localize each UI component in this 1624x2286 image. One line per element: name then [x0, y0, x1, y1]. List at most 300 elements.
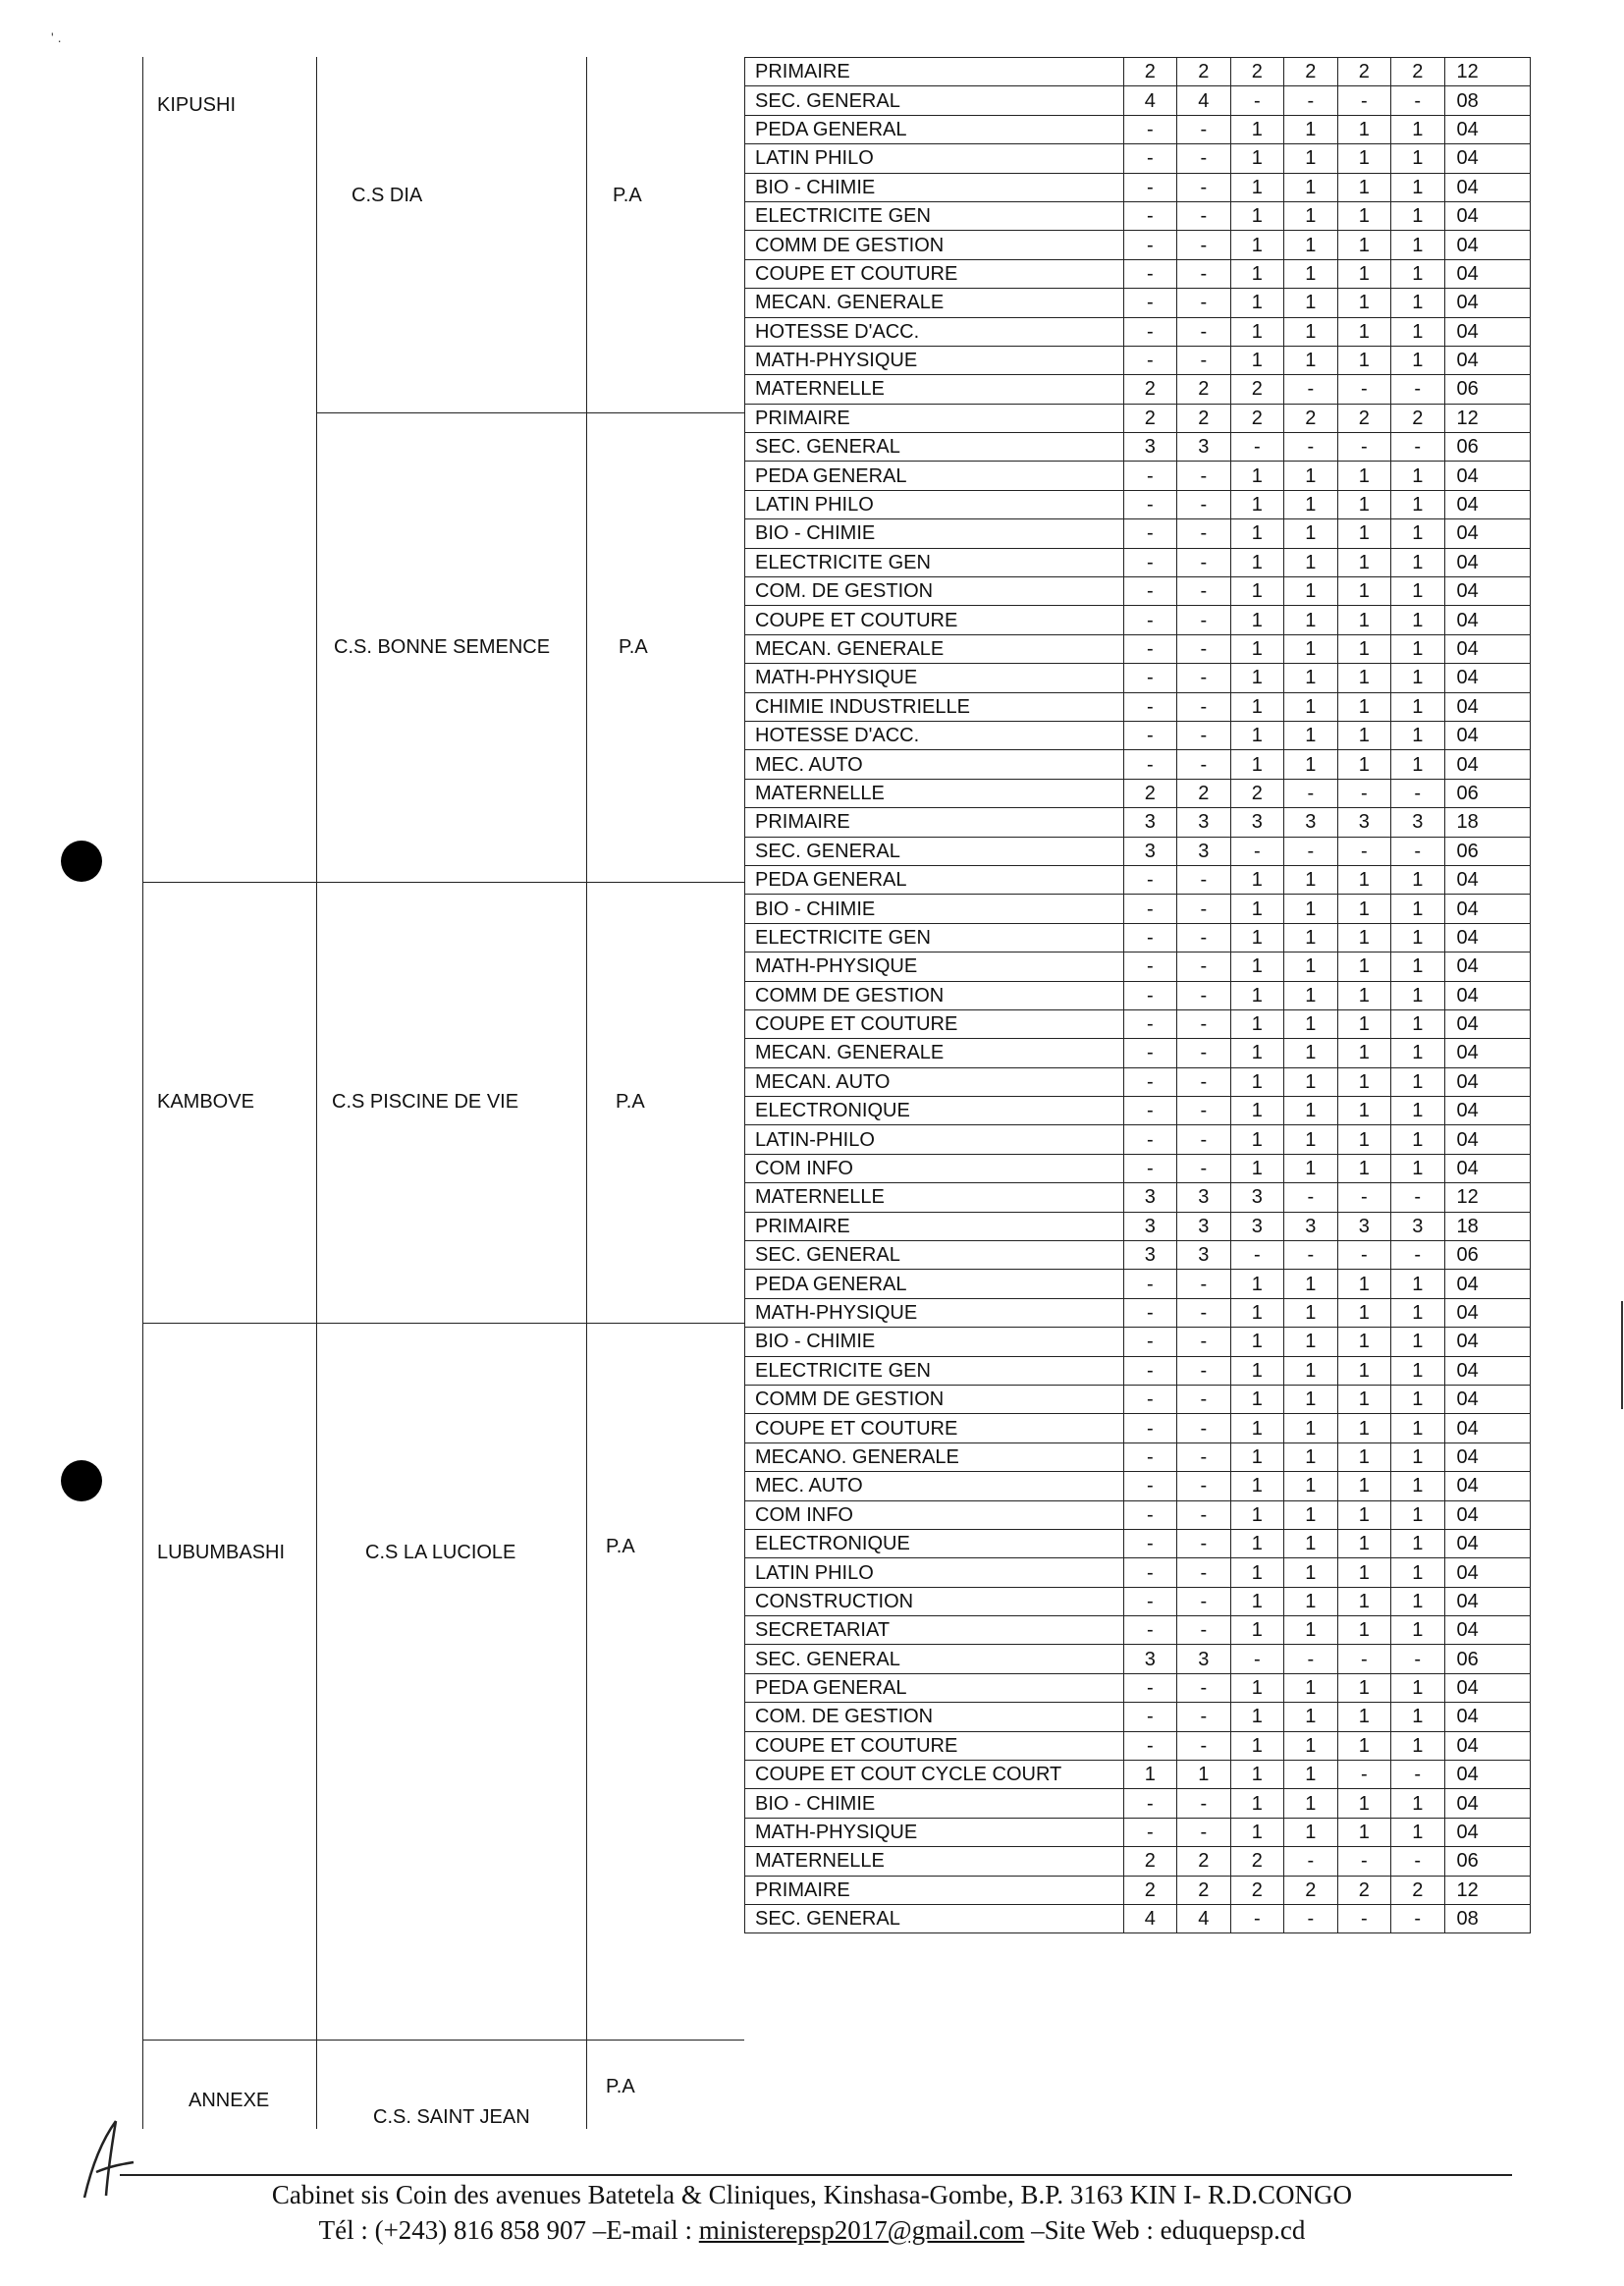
- class-count-cell: 1: [1391, 1558, 1444, 1587]
- class-count-cell: 1: [1391, 1298, 1444, 1327]
- class-count-cell: 1: [1230, 1125, 1283, 1154]
- class-count-cell: 1: [1391, 981, 1444, 1009]
- option-name: SEC. GENERAL: [745, 1905, 1124, 1933]
- class-count-cell: 1: [1284, 1472, 1337, 1500]
- class-count-cell: 1: [1230, 1703, 1283, 1731]
- option-name: SEC. GENERAL: [745, 86, 1124, 115]
- class-count-cell: 1: [1337, 1356, 1390, 1385]
- class-count-cell: 1: [1230, 144, 1283, 173]
- option-name: COUPE ET COUTURE: [745, 1009, 1124, 1038]
- regime-label: P.A: [613, 185, 642, 206]
- class-count-cell: -: [1123, 1067, 1176, 1096]
- class-count-cell: 1: [1284, 1009, 1337, 1038]
- class-count-cell: -: [1123, 201, 1176, 230]
- option-row: [745, 1761, 1531, 1789]
- class-count-cell: 1: [1337, 1067, 1390, 1096]
- class-count-cell: 4: [1123, 1905, 1176, 1933]
- class-count-cell: 3: [1230, 1183, 1283, 1212]
- class-count-cell: 1: [1337, 1472, 1390, 1500]
- total-cell: 18: [1444, 808, 1531, 837]
- option-name: LATIN PHILO: [745, 490, 1124, 518]
- class-count-cell: 1: [1230, 1529, 1283, 1557]
- class-count-cell: 1: [1337, 201, 1390, 230]
- class-count-cell: 2: [1391, 58, 1444, 86]
- class-count-cell: 1: [1284, 201, 1337, 230]
- class-count-cell: 1: [1391, 231, 1444, 259]
- class-count-cell: 3: [1177, 837, 1230, 865]
- class-count-cell: -: [1123, 462, 1176, 490]
- class-count-cell: 1: [1391, 490, 1444, 518]
- option-row: [745, 1818, 1531, 1846]
- total-cell: 04: [1444, 923, 1531, 952]
- class-count-cell: -: [1177, 1442, 1230, 1471]
- class-count-cell: 1: [1391, 952, 1444, 981]
- class-count-cell: -: [1391, 1847, 1444, 1876]
- regime-label: P.A: [619, 636, 648, 658]
- class-count-cell: -: [1123, 1703, 1176, 1731]
- class-count-cell: 1: [1391, 606, 1444, 634]
- class-count-cell: 1: [1391, 259, 1444, 288]
- class-count-cell: -: [1177, 462, 1230, 490]
- class-count-cell: -: [1337, 837, 1390, 865]
- option-row: [745, 173, 1531, 201]
- group-separator: [316, 412, 744, 413]
- option-name: MECAN. GENERALE: [745, 634, 1124, 663]
- class-count-cell: -: [1177, 1356, 1230, 1385]
- class-count-cell: 1: [1284, 750, 1337, 779]
- class-count-cell: -: [1123, 634, 1176, 663]
- class-count-cell: 1: [1284, 173, 1337, 201]
- total-cell: 06: [1444, 1847, 1531, 1876]
- option-name: ELECTRICITE GEN: [745, 201, 1124, 230]
- class-count-cell: 1: [1230, 173, 1283, 201]
- class-count-cell: 3: [1177, 1645, 1230, 1673]
- class-count-cell: 1: [1230, 865, 1283, 894]
- total-cell: 04: [1444, 1356, 1531, 1385]
- class-count-cell: 1: [1391, 895, 1444, 923]
- option-name: PEDA GENERAL: [745, 115, 1124, 143]
- class-count-cell: 1: [1391, 1818, 1444, 1846]
- class-count-cell: 3: [1391, 1212, 1444, 1240]
- class-count-cell: 1: [1230, 1385, 1283, 1413]
- total-cell: 06: [1444, 1241, 1531, 1270]
- option-row: [745, 1500, 1531, 1529]
- class-count-cell: -: [1123, 1125, 1176, 1154]
- total-cell: 06: [1444, 1645, 1531, 1673]
- option-name: CHIMIE INDUSTRIELLE: [745, 692, 1124, 721]
- class-count-cell: 1: [1337, 1818, 1390, 1846]
- total-cell: 04: [1444, 692, 1531, 721]
- option-name: COUPE ET COUT CYCLE COURT: [745, 1761, 1124, 1789]
- class-count-cell: 1: [1391, 1587, 1444, 1615]
- total-cell: 04: [1444, 1298, 1531, 1327]
- option-row: [745, 1616, 1531, 1645]
- class-count-cell: 1: [1230, 1270, 1283, 1298]
- class-count-cell: 1: [1284, 664, 1337, 692]
- class-count-cell: 2: [1230, 1847, 1283, 1876]
- class-count-cell: 2: [1123, 375, 1176, 404]
- option-name: MECAN. GENERALE: [745, 289, 1124, 317]
- school-name: C.S. BONNE SEMENCE: [334, 636, 551, 658]
- class-count-cell: -: [1123, 259, 1176, 288]
- class-count-cell: 3: [1177, 1241, 1230, 1270]
- class-count-cell: -: [1391, 1183, 1444, 1212]
- class-count-cell: 1: [1284, 1154, 1337, 1182]
- class-count-cell: 1: [1337, 1298, 1390, 1327]
- option-row: [745, 1673, 1531, 1702]
- total-cell: 04: [1444, 201, 1531, 230]
- option-name: HOTESSE D'ACC.: [745, 317, 1124, 346]
- total-cell: 04: [1444, 750, 1531, 779]
- class-count-cell: 1: [1337, 1789, 1390, 1818]
- class-count-cell: -: [1123, 1356, 1176, 1385]
- class-count-cell: 1: [1391, 201, 1444, 230]
- class-count-cell: 1: [1284, 1731, 1337, 1760]
- option-row: [745, 692, 1531, 721]
- option-row: [745, 1039, 1531, 1067]
- class-count-cell: -: [1337, 1905, 1390, 1933]
- class-count-cell: -: [1123, 317, 1176, 346]
- total-cell: 04: [1444, 231, 1531, 259]
- class-count-cell: 1: [1337, 634, 1390, 663]
- class-count-cell: -: [1177, 865, 1230, 894]
- total-cell: 04: [1444, 1125, 1531, 1154]
- total-cell: 04: [1444, 981, 1531, 1009]
- class-count-cell: -: [1177, 1270, 1230, 1298]
- class-count-cell: 1: [1230, 462, 1283, 490]
- class-count-cell: 1: [1391, 923, 1444, 952]
- class-count-cell: -: [1123, 577, 1176, 606]
- total-cell: 04: [1444, 1097, 1531, 1125]
- class-count-cell: -: [1123, 1414, 1176, 1442]
- class-count-cell: 1: [1230, 577, 1283, 606]
- class-count-cell: 3: [1123, 1645, 1176, 1673]
- class-count-cell: -: [1177, 895, 1230, 923]
- class-count-cell: -: [1284, 433, 1337, 462]
- footer-email-link[interactable]: ministerepsp2017@gmail.com: [698, 2215, 1025, 2245]
- class-count-cell: -: [1177, 1789, 1230, 1818]
- option-row: [745, 1241, 1531, 1270]
- class-count-cell: -: [1177, 1039, 1230, 1067]
- class-count-cell: 1: [1230, 952, 1283, 981]
- footer-rule: [120, 2174, 1512, 2176]
- option-name: ELECTRICITE GEN: [745, 548, 1124, 576]
- class-count-cell: 1: [1337, 462, 1390, 490]
- class-count-cell: -: [1123, 1298, 1176, 1327]
- class-count-cell: 1: [1230, 1558, 1283, 1587]
- class-count-cell: 1: [1337, 1529, 1390, 1557]
- option-row: [745, 144, 1531, 173]
- class-count-cell: 2: [1177, 375, 1230, 404]
- class-count-cell: 1: [1284, 952, 1337, 981]
- class-count-cell: -: [1123, 1385, 1176, 1413]
- class-count-cell: -: [1391, 779, 1444, 807]
- class-count-cell: -: [1177, 231, 1230, 259]
- footer-address: Cabinet sis Coin des avenues Batetela & Cliniques, Kinshasa-Gombe, B.P. 3163 KIN I- R.D.CONGO: [271, 2180, 1353, 2209]
- class-count-cell: -: [1284, 1645, 1337, 1673]
- class-count-cell: 1: [1230, 664, 1283, 692]
- class-count-cell: -: [1177, 1385, 1230, 1413]
- class-count-cell: 1: [1230, 346, 1283, 374]
- scan-edge: [1621, 1301, 1623, 1409]
- option-row: [745, 1645, 1531, 1673]
- class-count-cell: 1: [1284, 1500, 1337, 1529]
- total-cell: 04: [1444, 1039, 1531, 1067]
- class-count-cell: 3: [1177, 1183, 1230, 1212]
- class-count-cell: 3: [1177, 808, 1230, 837]
- option-name: PRIMAIRE: [745, 1876, 1124, 1904]
- class-count-cell: 1: [1230, 259, 1283, 288]
- option-row: [745, 259, 1531, 288]
- class-count-cell: -: [1123, 289, 1176, 317]
- class-count-cell: -: [1123, 1529, 1176, 1557]
- class-count-cell: 1: [1337, 173, 1390, 201]
- total-cell: 04: [1444, 1472, 1531, 1500]
- option-row: [745, 404, 1531, 432]
- class-count-cell: 2: [1230, 404, 1283, 432]
- class-count-cell: 1: [1284, 1385, 1337, 1413]
- option-row: [745, 721, 1531, 749]
- class-count-cell: 2: [1123, 1847, 1176, 1876]
- class-count-cell: 1: [1284, 1558, 1337, 1587]
- class-count-cell: 1: [1337, 692, 1390, 721]
- class-count-cell: -: [1177, 981, 1230, 1009]
- class-count-cell: 1: [1337, 1673, 1390, 1702]
- option-name: CONSTRUCTION: [745, 1587, 1124, 1615]
- option-name: MATERNELLE: [745, 375, 1124, 404]
- class-count-cell: 1: [1337, 1039, 1390, 1067]
- class-count-cell: 1: [1391, 1039, 1444, 1067]
- class-count-cell: 1: [1337, 1154, 1390, 1182]
- class-count-cell: -: [1177, 548, 1230, 576]
- option-row: [745, 1385, 1531, 1413]
- class-count-cell: -: [1177, 1097, 1230, 1125]
- option-row: [745, 808, 1531, 837]
- class-count-cell: 1: [1230, 895, 1283, 923]
- option-name: MATH-PHYSIQUE: [745, 1298, 1124, 1327]
- class-count-cell: -: [1177, 750, 1230, 779]
- total-cell: 08: [1444, 86, 1531, 115]
- class-count-cell: 2: [1230, 375, 1283, 404]
- class-count-cell: 1: [1391, 865, 1444, 894]
- class-count-cell: 3: [1230, 1212, 1283, 1240]
- total-cell: 04: [1444, 1761, 1531, 1789]
- total-cell: 12: [1444, 404, 1531, 432]
- class-count-cell: 1: [1337, 1587, 1390, 1615]
- class-count-cell: 1: [1230, 1587, 1283, 1615]
- option-name: BIO - CHIMIE: [745, 1789, 1124, 1818]
- option-name: COM INFO: [745, 1154, 1124, 1182]
- option-name: MECAN. AUTO: [745, 1067, 1124, 1096]
- class-count-cell: 1: [1230, 201, 1283, 230]
- total-cell: 04: [1444, 317, 1531, 346]
- class-count-cell: 1: [1284, 923, 1337, 952]
- option-row: [745, 115, 1531, 143]
- class-count-cell: 3: [1391, 808, 1444, 837]
- option-name: BIO - CHIMIE: [745, 519, 1124, 548]
- total-cell: 04: [1444, 346, 1531, 374]
- class-count-cell: -: [1177, 144, 1230, 173]
- option-row: [745, 86, 1531, 115]
- option-row: [745, 1414, 1531, 1442]
- class-count-cell: -: [1177, 1587, 1230, 1615]
- class-count-cell: 1: [1337, 1125, 1390, 1154]
- class-count-cell: 1: [1391, 1789, 1444, 1818]
- class-count-cell: 1: [1337, 952, 1390, 981]
- total-cell: 06: [1444, 837, 1531, 865]
- total-cell: 04: [1444, 1500, 1531, 1529]
- class-count-cell: 1: [1391, 289, 1444, 317]
- option-row: [745, 519, 1531, 548]
- total-cell: 04: [1444, 1154, 1531, 1182]
- class-count-cell: 1: [1230, 692, 1283, 721]
- footer-contact: [0, 2215, 1624, 2246]
- option-row: [745, 1183, 1531, 1212]
- class-count-cell: 2: [1177, 779, 1230, 807]
- territory-label: LUBUMBASHI: [157, 1542, 286, 1563]
- option-row: [745, 289, 1531, 317]
- class-count-cell: -: [1284, 837, 1337, 865]
- class-count-cell: 1: [1284, 1703, 1337, 1731]
- option-row: [745, 490, 1531, 518]
- class-count-cell: -: [1177, 577, 1230, 606]
- class-count-cell: -: [1177, 289, 1230, 317]
- class-count-cell: 1: [1391, 1009, 1444, 1038]
- territory-label: KIPUSHI: [157, 94, 237, 116]
- class-count-cell: -: [1177, 490, 1230, 518]
- option-row: [745, 1328, 1531, 1356]
- total-cell: 04: [1444, 1270, 1531, 1298]
- option-name: COUPE ET COUTURE: [745, 259, 1124, 288]
- class-count-cell: 1: [1337, 895, 1390, 923]
- class-count-cell: -: [1230, 1645, 1283, 1673]
- option-row: [745, 346, 1531, 374]
- option-row: [745, 375, 1531, 404]
- class-count-cell: 1: [1284, 692, 1337, 721]
- class-count-cell: 1: [1337, 317, 1390, 346]
- class-count-cell: 1: [1337, 519, 1390, 548]
- class-count-cell: -: [1123, 1154, 1176, 1182]
- class-count-cell: -: [1284, 86, 1337, 115]
- option-row: [745, 1703, 1531, 1731]
- option-name: MEC. AUTO: [745, 750, 1124, 779]
- class-count-cell: 4: [1123, 86, 1176, 115]
- option-row: [745, 1789, 1531, 1818]
- class-count-cell: 1: [1337, 115, 1390, 143]
- class-count-cell: 1: [1284, 1356, 1337, 1385]
- option-name: COMM DE GESTION: [745, 1385, 1124, 1413]
- option-name: COMM DE GESTION: [745, 231, 1124, 259]
- total-cell: 04: [1444, 259, 1531, 288]
- class-count-cell: -: [1284, 1905, 1337, 1933]
- class-count-cell: 1: [1230, 1731, 1283, 1760]
- class-count-cell: -: [1177, 1529, 1230, 1557]
- class-count-cell: -: [1177, 1673, 1230, 1702]
- class-count-cell: 1: [1284, 1039, 1337, 1067]
- option-row: [745, 462, 1531, 490]
- option-name: LATIN PHILO: [745, 144, 1124, 173]
- class-count-cell: 1: [1391, 144, 1444, 173]
- class-count-cell: -: [1123, 1616, 1176, 1645]
- option-row: [745, 58, 1531, 86]
- option-name: COM INFO: [745, 1500, 1124, 1529]
- class-count-cell: 1: [1284, 865, 1337, 894]
- class-count-cell: 1: [1391, 1067, 1444, 1096]
- class-count-cell: 1: [1337, 664, 1390, 692]
- option-name: MEC. AUTO: [745, 1472, 1124, 1500]
- class-count-cell: 2: [1230, 779, 1283, 807]
- class-count-cell: 2: [1284, 58, 1337, 86]
- class-count-cell: 1: [1391, 750, 1444, 779]
- class-count-cell: 3: [1123, 1183, 1176, 1212]
- class-count-cell: 1: [1391, 1414, 1444, 1442]
- total-cell: 04: [1444, 1673, 1531, 1702]
- class-count-cell: 1: [1284, 1270, 1337, 1298]
- option-name: MATH-PHYSIQUE: [745, 664, 1124, 692]
- class-count-cell: 2: [1337, 1876, 1390, 1904]
- class-count-cell: -: [1177, 1731, 1230, 1760]
- class-count-cell: 3: [1284, 808, 1337, 837]
- option-name: ELECTRONIQUE: [745, 1529, 1124, 1557]
- class-count-cell: -: [1391, 1645, 1444, 1673]
- class-count-cell: 1: [1337, 865, 1390, 894]
- class-count-cell: -: [1123, 952, 1176, 981]
- total-cell: 12: [1444, 1876, 1531, 1904]
- class-count-cell: 1: [1230, 634, 1283, 663]
- option-name: COM. DE GESTION: [745, 1703, 1124, 1731]
- total-cell: 04: [1444, 606, 1531, 634]
- option-row: [745, 1529, 1531, 1557]
- total-cell: 04: [1444, 865, 1531, 894]
- class-count-cell: -: [1123, 548, 1176, 576]
- class-count-cell: 1: [1337, 1616, 1390, 1645]
- option-row: [745, 1067, 1531, 1096]
- class-count-cell: -: [1123, 1442, 1176, 1471]
- class-count-cell: -: [1177, 1472, 1230, 1500]
- option-name: PRIMAIRE: [745, 808, 1124, 837]
- class-count-cell: -: [1177, 1067, 1230, 1096]
- class-count-cell: 2: [1177, 1876, 1230, 1904]
- class-count-cell: -: [1391, 1905, 1444, 1933]
- class-count-cell: 1: [1391, 462, 1444, 490]
- class-count-cell: 1: [1284, 1125, 1337, 1154]
- option-name: SECRETARIAT: [745, 1616, 1124, 1645]
- option-name: ELECTRICITE GEN: [745, 1356, 1124, 1385]
- class-count-cell: 1: [1230, 1154, 1283, 1182]
- class-count-cell: 1: [1337, 259, 1390, 288]
- option-row: [745, 750, 1531, 779]
- class-count-cell: 1: [1391, 1616, 1444, 1645]
- total-cell: 06: [1444, 433, 1531, 462]
- class-count-cell: 1: [1284, 895, 1337, 923]
- class-count-cell: 1: [1284, 1587, 1337, 1615]
- total-cell: 04: [1444, 895, 1531, 923]
- class-count-cell: 1: [1284, 721, 1337, 749]
- class-count-cell: -: [1337, 1645, 1390, 1673]
- class-count-cell: -: [1123, 1818, 1176, 1846]
- option-row: [745, 1097, 1531, 1125]
- class-count-cell: -: [1177, 1616, 1230, 1645]
- option-row: [745, 231, 1531, 259]
- class-count-cell: -: [1177, 664, 1230, 692]
- class-count-cell: 1: [1391, 519, 1444, 548]
- class-count-cell: 1: [1230, 1067, 1283, 1096]
- total-cell: 04: [1444, 548, 1531, 576]
- class-count-cell: -: [1177, 634, 1230, 663]
- regime-label: P.A: [616, 1091, 645, 1113]
- option-name: PRIMAIRE: [745, 404, 1124, 432]
- class-count-cell: 1: [1284, 1789, 1337, 1818]
